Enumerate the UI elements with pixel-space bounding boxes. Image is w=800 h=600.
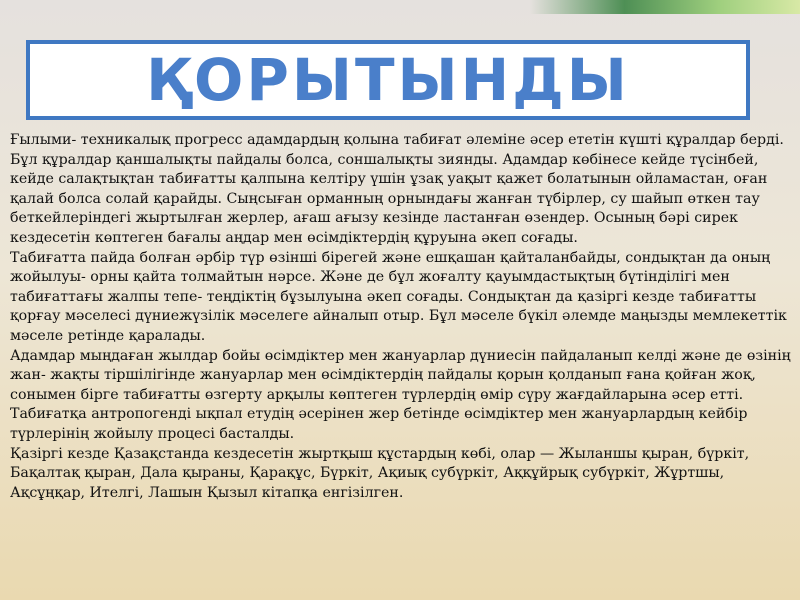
title-box — [26, 40, 750, 120]
paragraph-1: Ғылыми- техникалық прогресс адамдардың қолына табиғат әлеміне әсер ететін күшті құралдар берді. Бұл құралдар қаншалықты пайдалы болса, соншалықты зиянды. Адамдар көбінесе кейде түсінбей, кейде салақтықтан табиғатты қалпына келтіру үшін ұзақ уақыт қажет болатынын ойламастан, оған қалай болса солай қарайды. Сыңсыған орманның орнындағы жанған түбірлер, су шайып өткен тау беткейлеріндегі жыртылған жерлер, ағаш ағызу кезінде ластанған өзендер. Осының бәрі сирек кездесетін көптеген бағалы аңдар мен өсімдіктердің құруына әкеп соғады. — [10, 132, 784, 246]
paragraph-2: Табиғатта пайда болған әрбір түр өзінші бірегей және ешқашан қайталанбайды, сондықтан да оның жойылуы- орны қайта толмайтын нәрсе. Және де бұл жоғалту қауымдастықтың бүтінділігі мен табиғаттағы жалпы тепе- теңдіктің бұзылуына әкеп соғады. Сондықтан да қазіргі кезде табиғатты қорғау мәселесі дүниежүзілік мәселеге айналып отыр. Бұл мәселе бүкіл әлемде маңызды мемлекеттік мәселе ретінде қаралады. — [10, 249, 787, 344]
decorative-stripe — [530, 0, 800, 14]
slide-title: ҚОРЫТЫНДЫ — [146, 46, 630, 114]
paragraph-3: Адамдар мыңдаған жылдар бойы өсімдіктер мен жануарлар дүниесін пайдаланып келді және де өзінің жан- жақты тіршілігінде жануарлар мен өсімдіктердің пайдалы қорын қолданып ғана қойған жоқ, сонымен бірге табиғатты өзгерту арқылы көптеген түрлердің өмір сүру жағдайларына әсер етті. Табиғатқа антропогенді ықпал етудің әсерінен жер бетінде өсімдіктер мен жануарлардың кейбір түрлерінің жойылу процесі басталды. — [10, 347, 791, 442]
paragraph-4: Қазіргі кезде Қазақстанда кездесетін жыртқыш құстардың көбі, олар — Жыланшы қыран, бүркіт, Бақалтақ қыран, Дала қыраны, Қарақұс, Бүркіт, Ақиық субүркіт, Аққұйрық субүркіт, Жұртшы, Ақсұңқар, Ителгі, Лашын Қызыл кітапқа енгізілген. — [10, 445, 750, 501]
body-text — [10, 131, 792, 503]
